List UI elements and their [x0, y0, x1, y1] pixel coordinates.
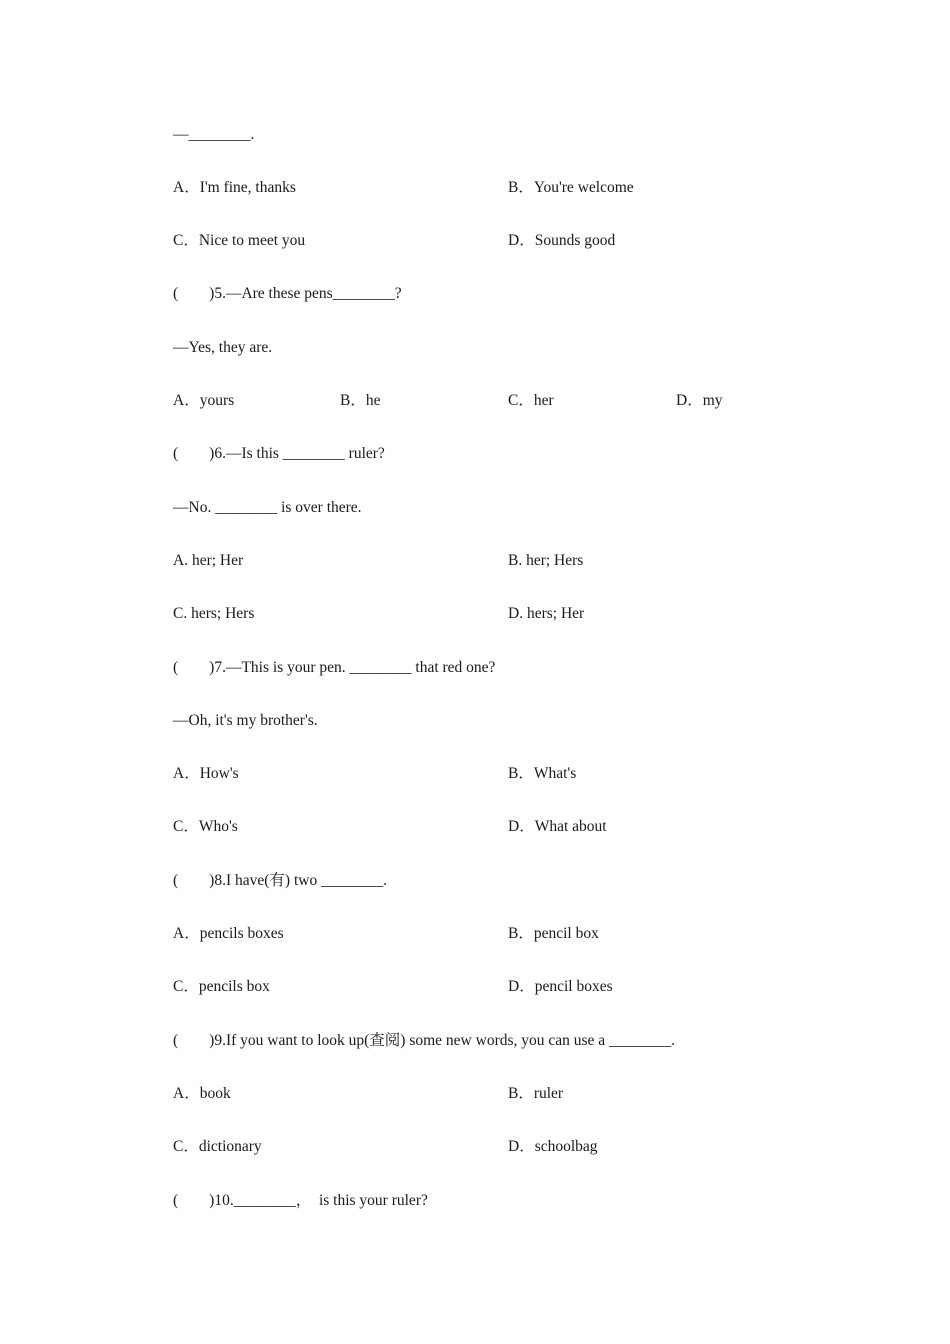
q5-option-d: D．my [676, 392, 723, 409]
q4-option-d: D．Sounds good [508, 232, 616, 249]
q7-response: —Oh, it's my brother's. [173, 712, 318, 729]
q7-option-c: C．Who's [173, 818, 238, 835]
q9-option-c: C．dictionary [173, 1138, 262, 1155]
q7-option-d: D．What about [508, 818, 607, 835]
q5-option-c: C．her [508, 392, 554, 409]
q9-option-b: B．ruler [508, 1085, 564, 1102]
q5-option-b: B．he [340, 392, 381, 409]
q7-option-b: B．What's [508, 765, 577, 782]
q7-question: ( )7.—This is your pen. ________ that red one? [173, 659, 496, 676]
q4-option-b: B．You're welcome [508, 179, 634, 196]
q8-option-a: A．pencils boxes [173, 925, 284, 942]
q5-option-a: A．yours [173, 392, 235, 409]
q4-answer-blank: —________. [173, 126, 255, 143]
q10-question: ( )10.________， is this your ruler? [173, 1192, 428, 1209]
q9-option-d: D．schoolbag [508, 1138, 598, 1155]
q6-option-c: C. hers; Hers [173, 605, 255, 622]
q4-option-c: C．Nice to meet you [173, 232, 306, 249]
q6-question: ( )6.—Is this ________ ruler? [173, 445, 385, 462]
q5-response: —Yes, they are. [173, 339, 273, 356]
q8-option-d: D．pencil boxes [508, 978, 613, 995]
q9-question: ( )9.If you want to look up(查阅) some new words, you can use a ________. [173, 1032, 675, 1049]
q7-option-a: A．How's [173, 765, 239, 782]
q5-question: ( )5.—Are these pens________? [173, 285, 402, 302]
q6-option-b: B. her; Hers [508, 552, 584, 569]
q6-response: —No. ________ is over there. [173, 499, 362, 516]
q6-option-d: D. hers; Her [508, 605, 585, 622]
q8-option-c: C．pencils box [173, 978, 270, 995]
q8-option-b: B．pencil box [508, 925, 599, 942]
q4-option-a: A．I'm fine, thanks [173, 179, 296, 196]
q8-question: ( )8.I have(有) two ________. [173, 872, 387, 889]
q6-option-a: A. her; Her [173, 552, 244, 569]
q9-option-a: A．book [173, 1085, 231, 1102]
